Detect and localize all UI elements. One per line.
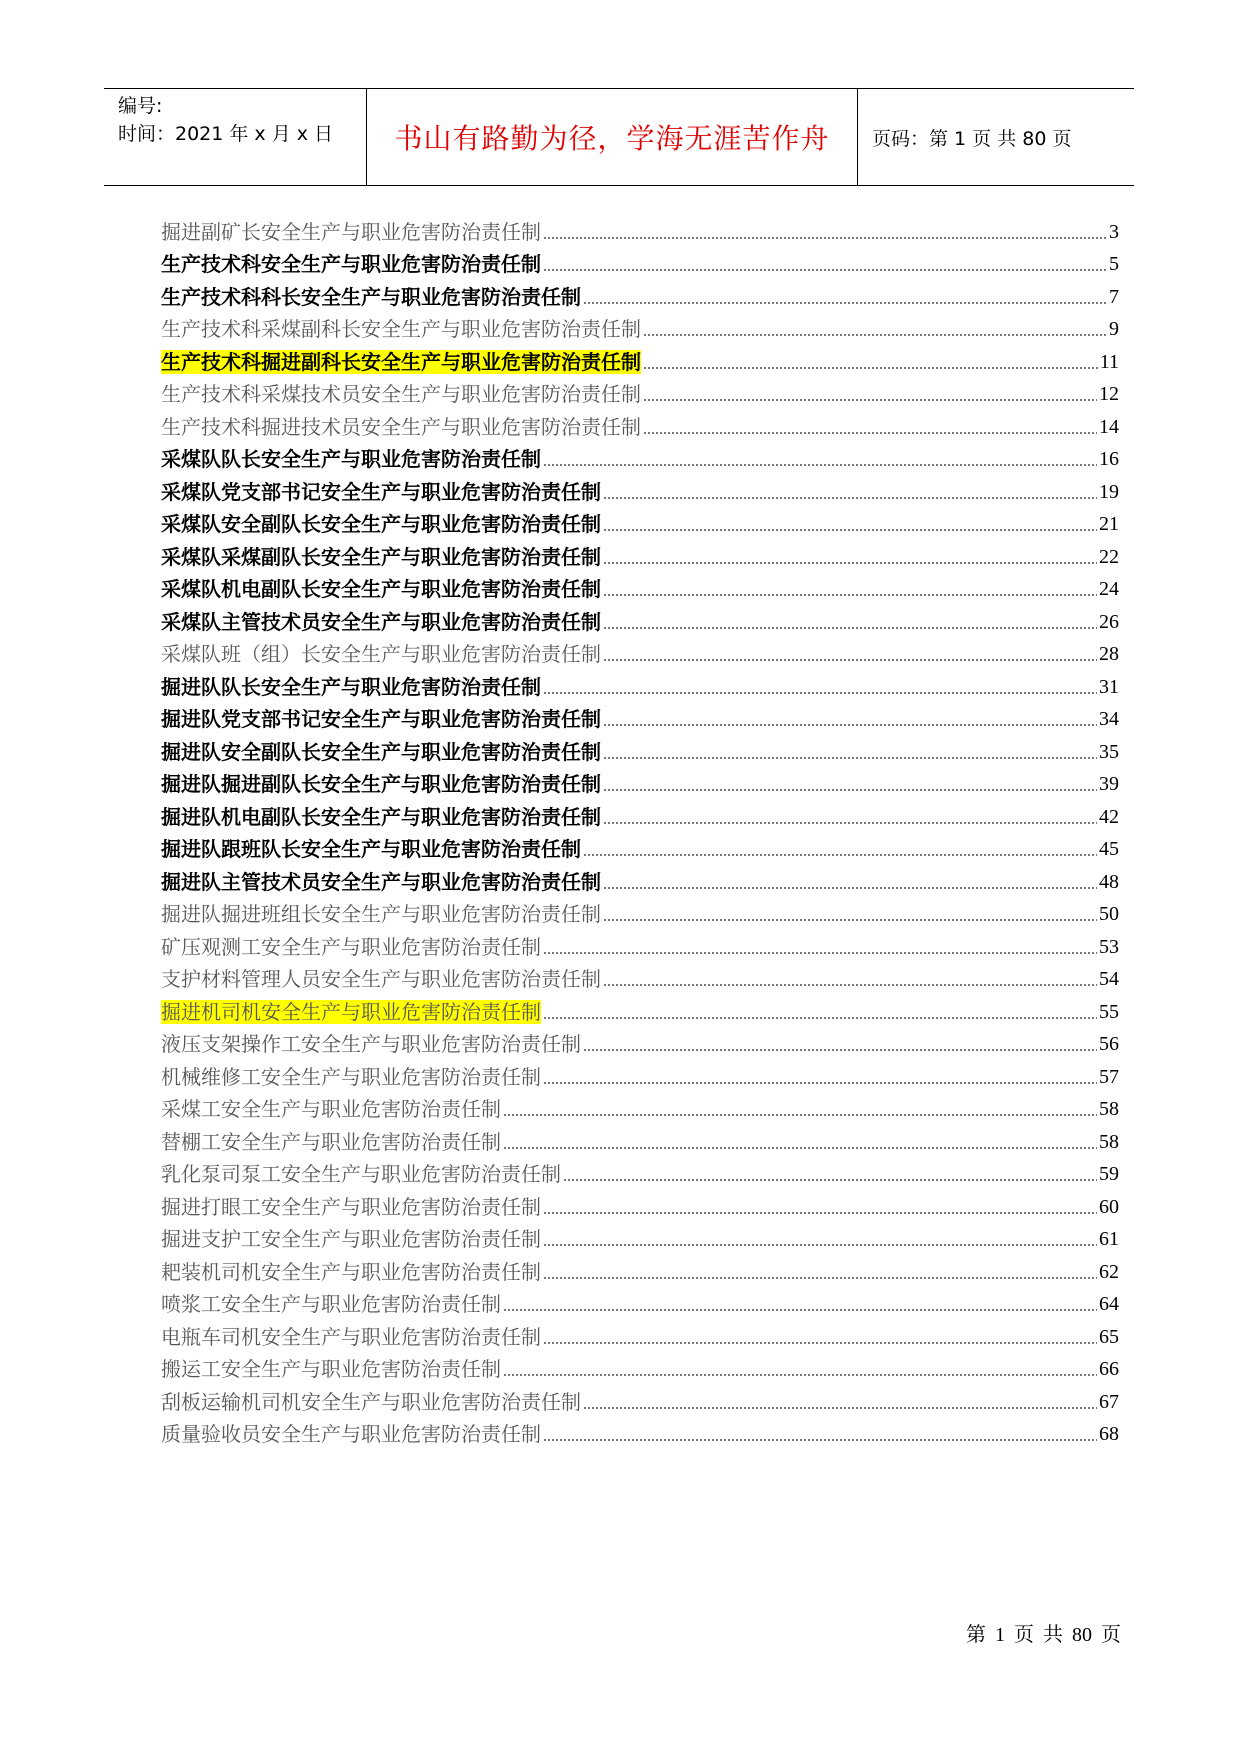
toc-dot-leader [563,1179,1097,1181]
toc-entry[interactable] [161,1121,1119,1154]
toc-entry[interactable] [161,1089,1119,1122]
toc-entry[interactable] [161,1284,1119,1317]
toc-entry-title: 采煤队党支部书记安全生产与职业危害防治责任制 [161,479,601,504]
toc-dot-leader [543,952,1097,954]
toc-entry-page: 45 [1099,838,1119,860]
toc-dot-leader [543,692,1097,694]
toc-entry-page: 22 [1099,545,1119,568]
toc-entry-page: 26 [1099,610,1119,633]
toc-dot-leader [603,919,1097,921]
toc-entry-title: 耙装机司机安全生产与职业危害防治责任制 [161,1259,541,1284]
toc-entry-title: 掘进支护工安全生产与职业危害防治责任制 [161,1227,541,1251]
toc-dot-leader [603,627,1097,629]
toc-entry[interactable] [161,991,1119,1024]
toc-entry-title: 掘进机司机安全生产与职业危害防治责任制 [161,999,541,1024]
toc-dot-leader [543,1082,1097,1084]
toc-entry-page: 54 [1099,968,1119,990]
toc-entry[interactable] [161,309,1119,342]
toc-entry-page: 24 [1099,578,1119,600]
toc-entry[interactable] [161,244,1119,277]
toc-dot-leader [543,1017,1097,1019]
page-header [104,88,1134,186]
toc-dot-leader [603,497,1097,499]
toc-dot-leader [603,562,1097,564]
toc-entry[interactable] [161,861,1119,894]
toc-entry-title: 采煤队机电副队长安全生产与职业危害防治责任制 [161,577,601,601]
toc-entry-title: 采煤队班（组）长安全生产与职业危害防治责任制 [161,642,601,666]
toc-entry[interactable] [161,211,1119,244]
toc-entry-title: 替棚工安全生产与职业危害防治责任制 [161,1129,501,1154]
toc-dot-leader [603,594,1097,596]
toc-dot-leader [543,1439,1097,1441]
toc-entry-title: 质量验收员安全生产与职业危害防治责任制 [161,1422,541,1446]
toc-entry[interactable] [161,276,1119,309]
toc-entry-page: 67 [1099,1390,1119,1413]
toc-entry-page: 28 [1099,643,1119,665]
toc-entry-page: 19 [1099,480,1119,503]
toc-entry-page: 12 [1099,383,1119,405]
toc-dot-leader [643,367,1098,369]
toc-entry-title: 掘进队掘进副队长安全生产与职业危害防治责任制 [161,772,601,796]
toc-entry-page: 11 [1099,350,1119,373]
toc-entry-title: 采煤队采煤副队长安全生产与职业危害防治责任制 [161,544,601,569]
toc-entry-title: 掘进队跟班队长安全生产与职业危害防治责任制 [161,837,581,861]
toc-dot-leader [643,334,1107,336]
toc-dot-leader [583,302,1107,304]
toc-dot-leader [503,1147,1097,1149]
header-motto: 书山有路勤为径，学海无涯苦作舟 [394,122,830,155]
toc-entry-page: 35 [1099,740,1119,763]
toc-dot-leader [583,1049,1097,1051]
toc-entry[interactable] [161,601,1119,634]
toc-entry-page: 58 [1099,1130,1119,1153]
toc-dot-leader [543,1342,1097,1344]
toc-entry-page: 50 [1099,903,1119,925]
toc-entry-page: 68 [1099,1423,1119,1445]
toc-dot-leader [503,1114,1097,1116]
toc-entry-title: 生产技术科掘进技术员安全生产与职业危害防治责任制 [161,414,641,439]
toc-entry[interactable] [161,731,1119,764]
toc-entry-title: 采煤队安全副队长安全生产与职业危害防治责任制 [161,512,601,536]
toc-entry-page: 56 [1099,1033,1119,1055]
toc-entry[interactable] [161,926,1119,959]
toc-dot-leader [603,529,1097,531]
toc-entry-title: 喷浆工安全生产与职业危害防治责任制 [161,1292,501,1316]
toc-entry-page: 21 [1099,513,1119,535]
header-left-cell [104,89,367,185]
toc-entry-page: 14 [1099,415,1119,438]
toc-entry-title: 机械维修工安全生产与职业危害防治责任制 [161,1064,541,1089]
toc-dot-leader [543,1277,1097,1279]
toc-dot-leader [583,1407,1097,1409]
toc-dot-leader [503,1309,1097,1311]
toc-entry-title: 采煤队队长安全生产与职业危害防治责任制 [161,447,541,471]
toc-entry-page: 65 [1099,1325,1119,1348]
toc-entry[interactable] [161,471,1119,504]
toc-dot-leader [603,724,1097,726]
toc-entry-page: 16 [1099,448,1119,470]
toc-entry-title: 掘进队党支部书记安全生产与职业危害防治责任制 [161,707,601,731]
toc-entry[interactable] [161,1186,1119,1219]
toc-entry[interactable] [161,1381,1119,1414]
toc-entry-page: 57 [1099,1065,1119,1088]
toc-entry-page: 64 [1099,1293,1119,1315]
toc-entry[interactable] [161,1414,1119,1447]
toc-entry-title: 电瓶车司机安全生产与职业危害防治责任制 [161,1324,541,1349]
toc-entry-page: 61 [1099,1228,1119,1250]
toc-entry-title: 掘进队主管技术员安全生产与职业危害防治责任制 [161,869,601,894]
toc-dot-leader [543,269,1107,271]
toc-entry-page: 66 [1099,1358,1119,1380]
toc-entry[interactable] [161,829,1119,862]
toc-entry[interactable] [161,894,1119,927]
toc-entry-title: 生产技术科掘进副科长安全生产与职业危害防治责任制 [161,349,641,374]
toc-dot-leader [603,822,1097,824]
toc-entry-page: 42 [1099,805,1119,828]
header-page-code: 页码：第 1 页 共 80 页 [872,127,1072,150]
document-time-label: 时间：2021 年 x 月 x 日 [118,123,334,145]
toc-entry-title: 支护材料管理人员安全生产与职业危害防治责任制 [161,967,601,991]
toc-entry[interactable] [161,406,1119,439]
toc-entry[interactable] [161,1056,1119,1089]
toc-entry-title: 掘进打眼工安全生产与职业危害防治责任制 [161,1194,541,1219]
toc-entry[interactable] [161,1219,1119,1252]
toc-entry-page: 7 [1109,285,1119,308]
toc-entry-page: 59 [1099,1163,1119,1185]
toc-entry-title: 搬运工安全生产与职业危害防治责任制 [161,1357,501,1381]
toc-entry-page: 31 [1099,675,1119,698]
toc-entry[interactable] [161,1024,1119,1057]
toc-entry-title: 矿压观测工安全生产与职业危害防治责任制 [161,934,541,959]
toc-entry-page: 48 [1099,870,1119,893]
toc-dot-leader [583,854,1097,856]
toc-dot-leader [603,984,1097,986]
document-number-label: 编号: [118,95,163,117]
toc-entry[interactable] [161,1251,1119,1284]
toc-dot-leader [543,1244,1097,1246]
toc-entry-page: 39 [1099,773,1119,795]
toc-entry-page: 53 [1099,935,1119,958]
toc-entry-title: 掘进队掘进班组长安全生产与职业危害防治责任制 [161,902,601,926]
toc-dot-leader [603,659,1097,661]
toc-dot-leader [543,1212,1097,1214]
toc-dot-leader [643,399,1097,401]
toc-entry[interactable] [161,536,1119,569]
table-of-contents [161,211,1119,1446]
toc-entry-page: 3 [1109,220,1119,243]
toc-entry-page: 55 [1099,1000,1119,1023]
toc-entry[interactable] [161,504,1119,537]
toc-entry-title: 生产技术科采煤副科长安全生产与职业危害防治责任制 [161,317,641,341]
header-right-cell [858,89,1134,185]
toc-entry[interactable] [161,959,1119,992]
toc-entry-title: 掘进队机电副队长安全生产与职业危害防治责任制 [161,804,601,829]
header-middle-cell [367,89,858,185]
page-footer: 第 1 页 共 80 页 [966,1624,1121,1646]
toc-entry[interactable] [161,1316,1119,1349]
toc-entry-title: 掘进队安全副队长安全生产与职业危害防治责任制 [161,739,601,764]
toc-entry-title: 生产技术科采煤技术员安全生产与职业危害防治责任制 [161,382,641,406]
toc-entry-title: 掘进副矿长安全生产与职业危害防治责任制 [161,219,541,244]
toc-entry[interactable] [161,1154,1119,1187]
toc-entry[interactable] [161,796,1119,829]
toc-entry-page: 9 [1109,318,1119,340]
toc-entry-title: 采煤队主管技术员安全生产与职业危害防治责任制 [161,609,601,634]
toc-entry-title: 掘进队队长安全生产与职业危害防治责任制 [161,674,541,699]
toc-entry-title: 乳化泵司泵工安全生产与职业危害防治责任制 [161,1162,561,1186]
toc-dot-leader [503,1374,1097,1376]
toc-entry[interactable] [161,699,1119,732]
toc-entry[interactable] [161,374,1119,407]
toc-entry-page: 58 [1099,1098,1119,1120]
toc-entry[interactable] [161,341,1119,374]
toc-dot-leader [543,464,1097,466]
toc-entry[interactable] [161,439,1119,472]
toc-entry-title: 生产技术科安全生产与职业危害防治责任制 [161,252,541,276]
toc-dot-leader [543,237,1107,239]
toc-entry-title: 液压支架操作工安全生产与职业危害防治责任制 [161,1032,581,1056]
toc-entry-page: 5 [1109,253,1119,275]
toc-entry[interactable] [161,569,1119,602]
toc-entry-page: 62 [1099,1260,1119,1283]
toc-dot-leader [603,789,1097,791]
toc-entry[interactable] [161,634,1119,667]
toc-entry[interactable] [161,764,1119,797]
toc-entry-page: 60 [1099,1195,1119,1218]
toc-dot-leader [603,887,1097,889]
toc-entry[interactable] [161,666,1119,699]
toc-entry-title: 刮板运输机司机安全生产与职业危害防治责任制 [161,1389,581,1414]
toc-dot-leader [643,432,1097,434]
toc-dot-leader [603,757,1097,759]
toc-entry-title: 采煤工安全生产与职业危害防治责任制 [161,1097,501,1121]
toc-entry-page: 34 [1099,708,1119,730]
toc-entry[interactable] [161,1349,1119,1382]
toc-entry-title: 生产技术科科长安全生产与职业危害防治责任制 [161,284,581,309]
